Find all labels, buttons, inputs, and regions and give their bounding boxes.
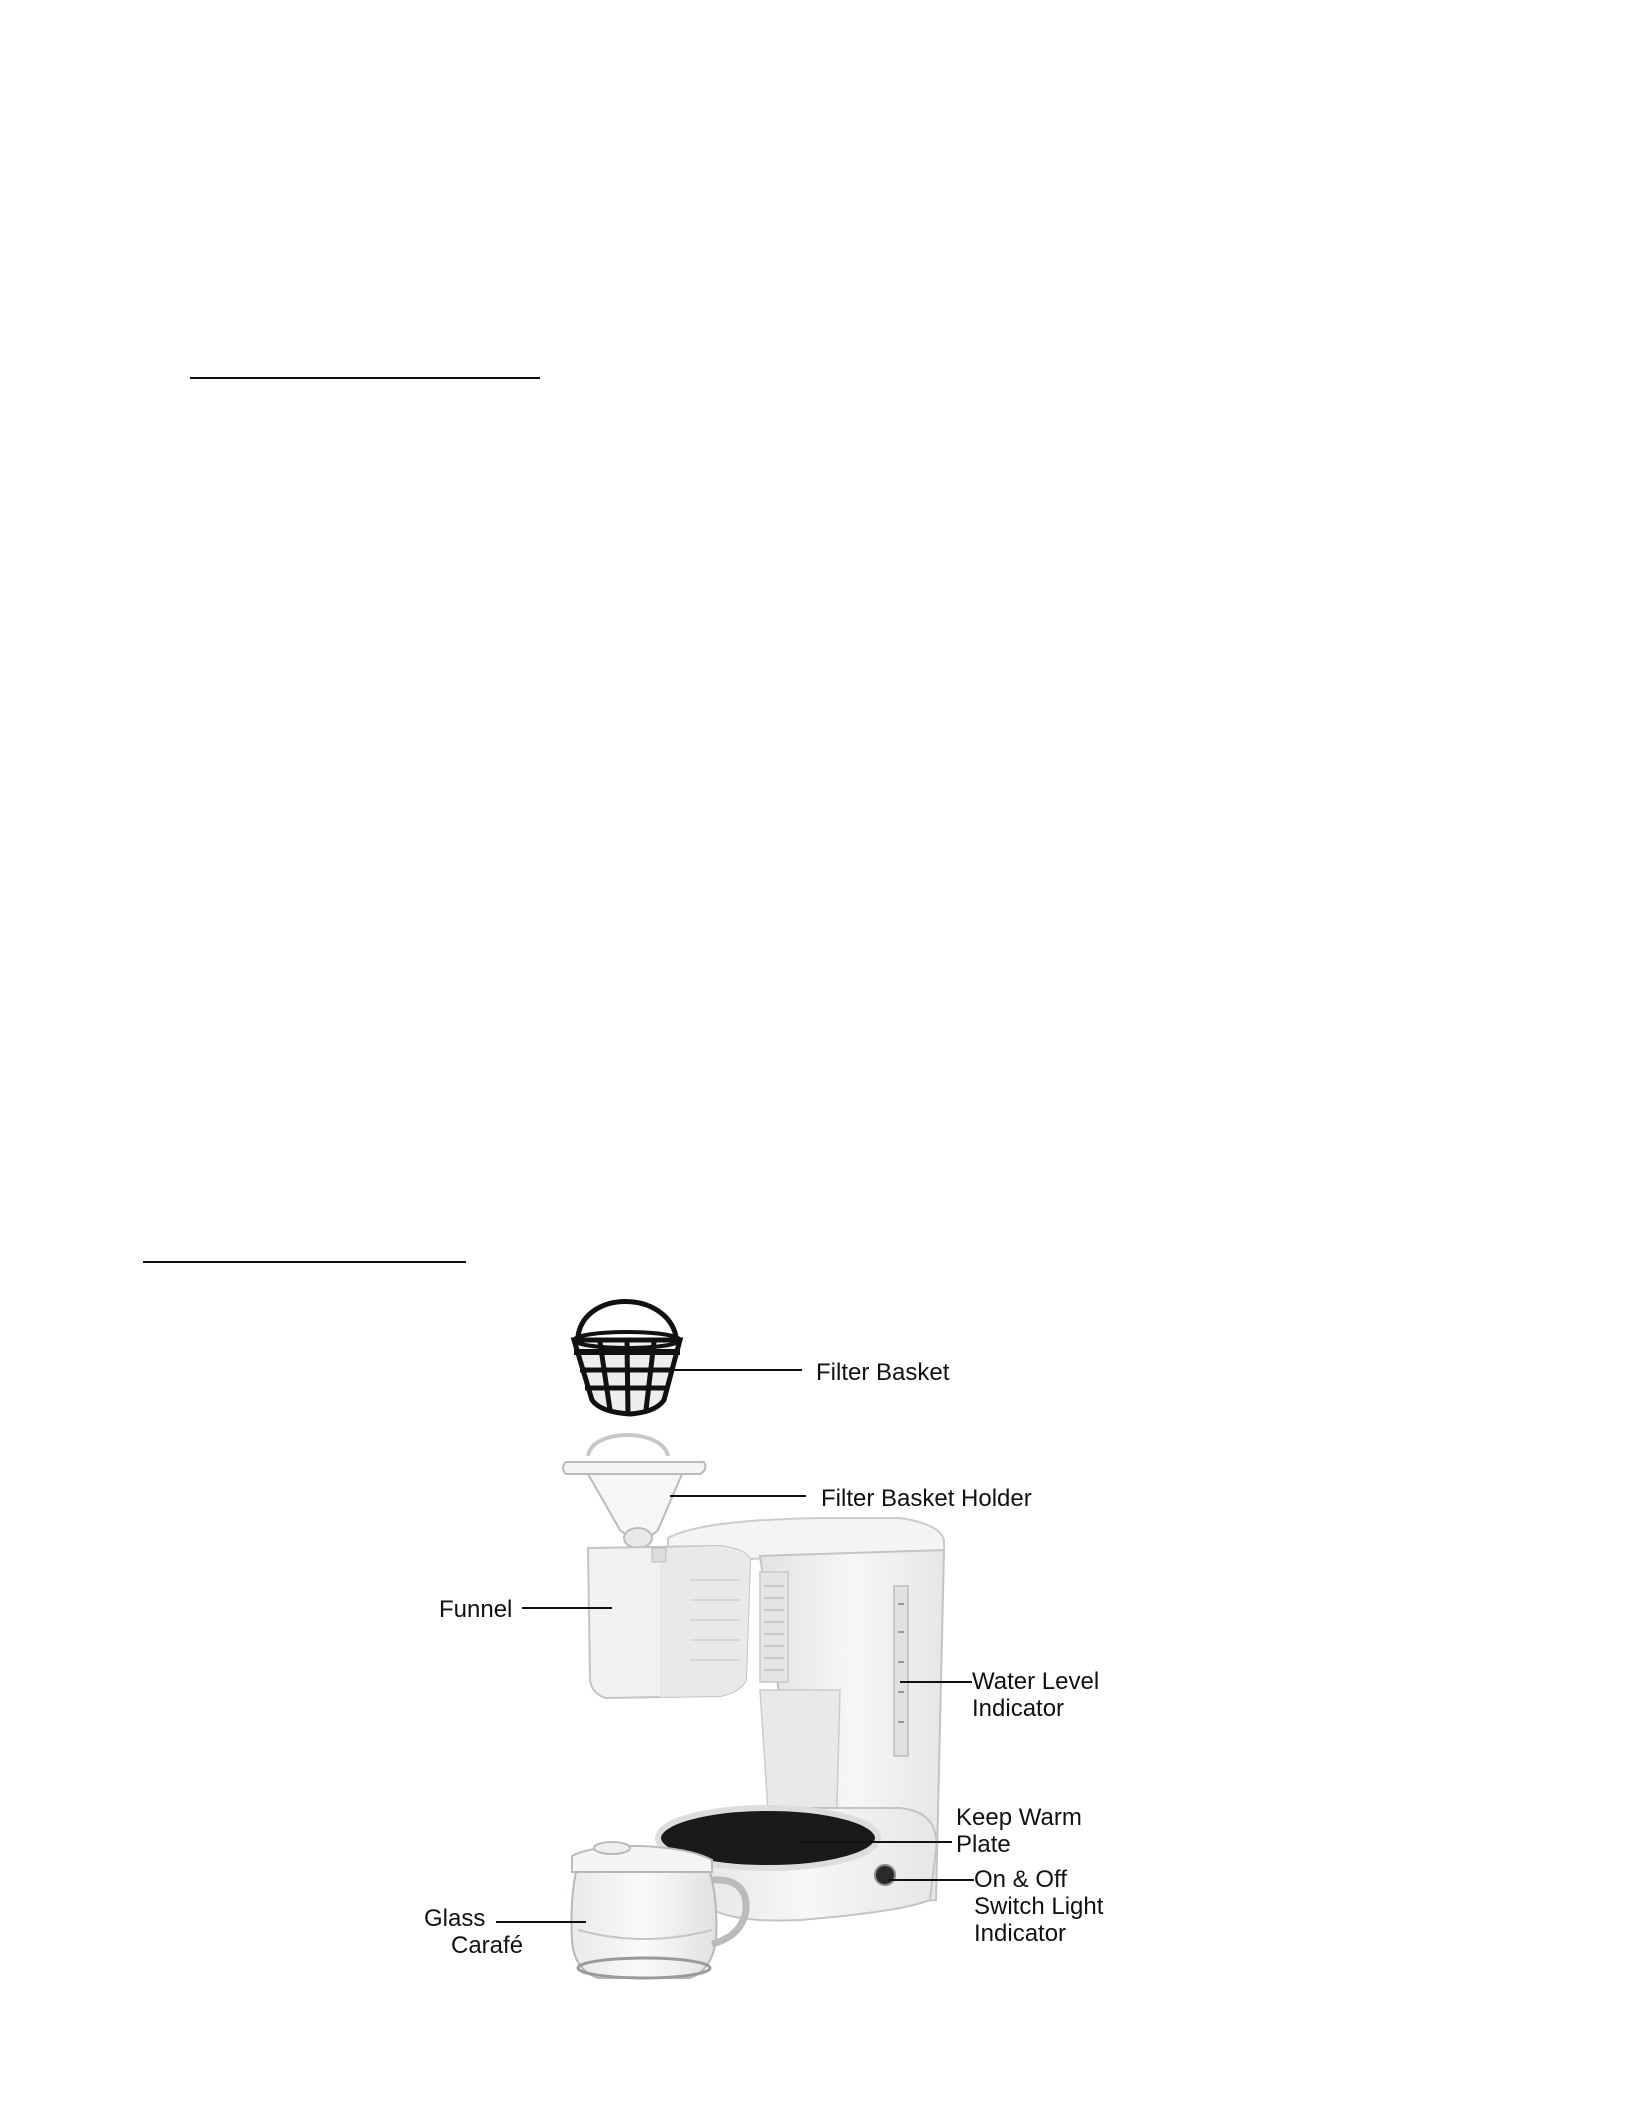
label-filter-basket-holder: Filter Basket Holder bbox=[821, 1485, 1032, 1512]
label-switch-line2: Switch Light bbox=[974, 1893, 1104, 1920]
label-switch-line3: Indicator bbox=[974, 1920, 1067, 1947]
label-glass-line2: Carafé bbox=[451, 1932, 524, 1959]
label-water-level-line2: Indicator bbox=[972, 1695, 1065, 1722]
filter-basket bbox=[574, 1302, 680, 1415]
label-keep-warm-line2: Plate bbox=[956, 1831, 1011, 1858]
label-filter-basket: Filter Basket bbox=[816, 1359, 950, 1386]
label-glass-line1: Glass bbox=[424, 1905, 486, 1932]
funnel bbox=[588, 1546, 750, 1698]
power-switch bbox=[875, 1865, 895, 1885]
label-funnel: Funnel bbox=[439, 1596, 513, 1623]
water-level-window bbox=[894, 1586, 908, 1756]
label-keep-warm-line1: Keep Warm bbox=[956, 1804, 1082, 1831]
label-switch-line1: On & Off bbox=[974, 1866, 1067, 1893]
label-water-level-line1: Water Level bbox=[972, 1668, 1100, 1695]
